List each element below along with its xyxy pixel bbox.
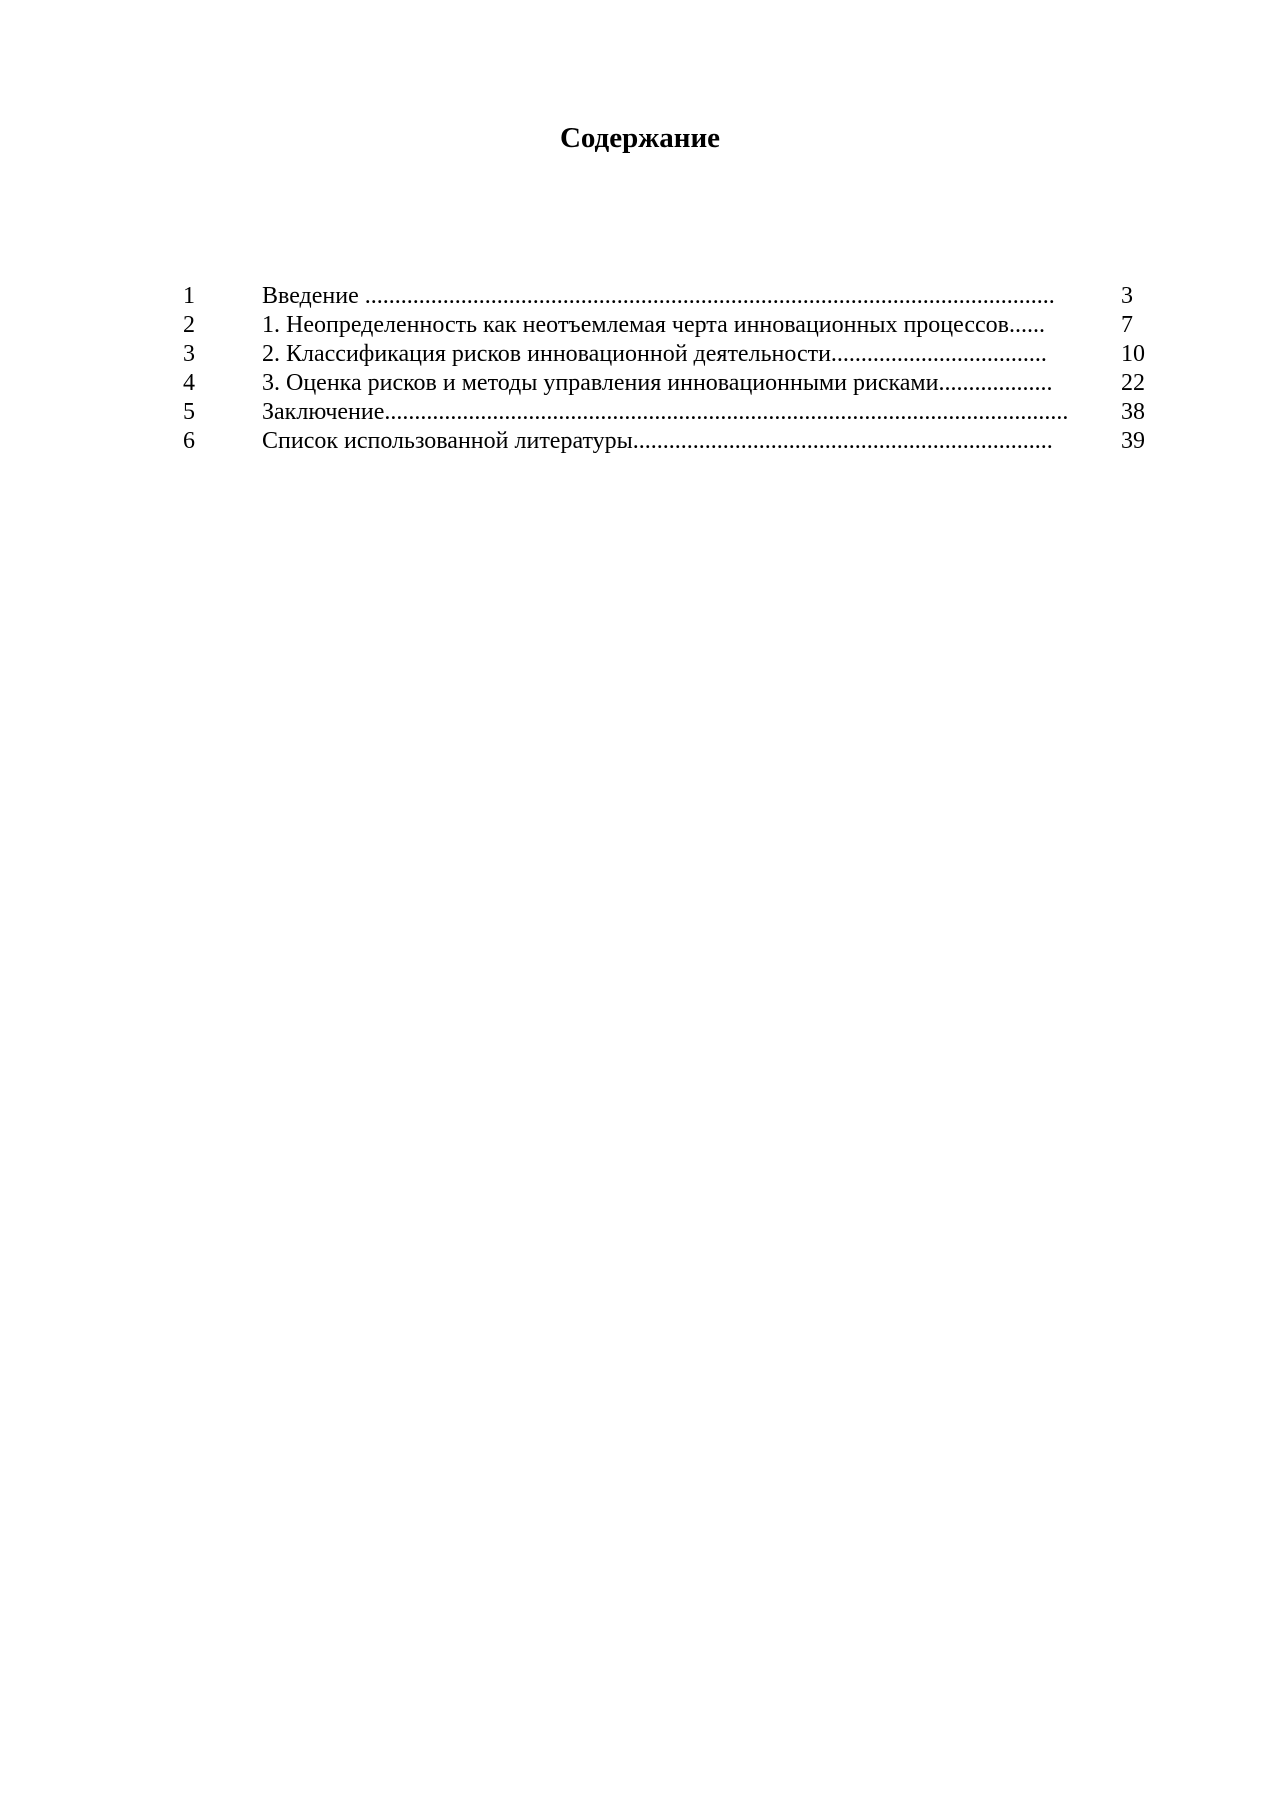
table-of-contents [183,282,1145,456]
toc-entry-title: Введение ................................................................................................................... [262,283,1055,309]
toc-entry-title: 3. Оценка рисков и методы управления инновационными рисками................... [262,370,1053,396]
toc-entry-title: 1. Неопределенность как неотъемлемая черта инновационных процессов...... [262,312,1046,338]
toc-entry [183,427,1145,456]
toc-entry-number: 5 [183,399,195,425]
toc-entry-page: 39 [1121,428,1145,454]
toc-entry [183,282,1145,311]
toc-entry [183,398,1145,427]
toc-entry-title: 2. Классификация рисков инновационной деятельности.................................... [262,341,1047,367]
toc-entry-title: Заключение.................................................................................................................. [262,399,1069,425]
toc-entry-number: 4 [183,370,195,396]
page-title: Содержание [559,122,721,154]
toc-entry [183,369,1145,398]
toc-entry-number: 6 [183,428,195,454]
toc-entry [183,311,1145,340]
toc-entry-page: 38 [1121,399,1145,425]
toc-entry-number: 2 [183,312,195,338]
toc-entry-page: 7 [1121,312,1133,338]
toc-entry-title: Список использованной литературы...................................................................... [262,428,1053,454]
toc-entry-page: 22 [1121,370,1145,396]
toc-entry-page: 3 [1121,283,1133,309]
toc-entry [183,340,1145,369]
toc-entry-number: 3 [183,341,195,367]
toc-entry-number: 1 [183,283,195,309]
toc-entry-page: 10 [1121,341,1145,367]
